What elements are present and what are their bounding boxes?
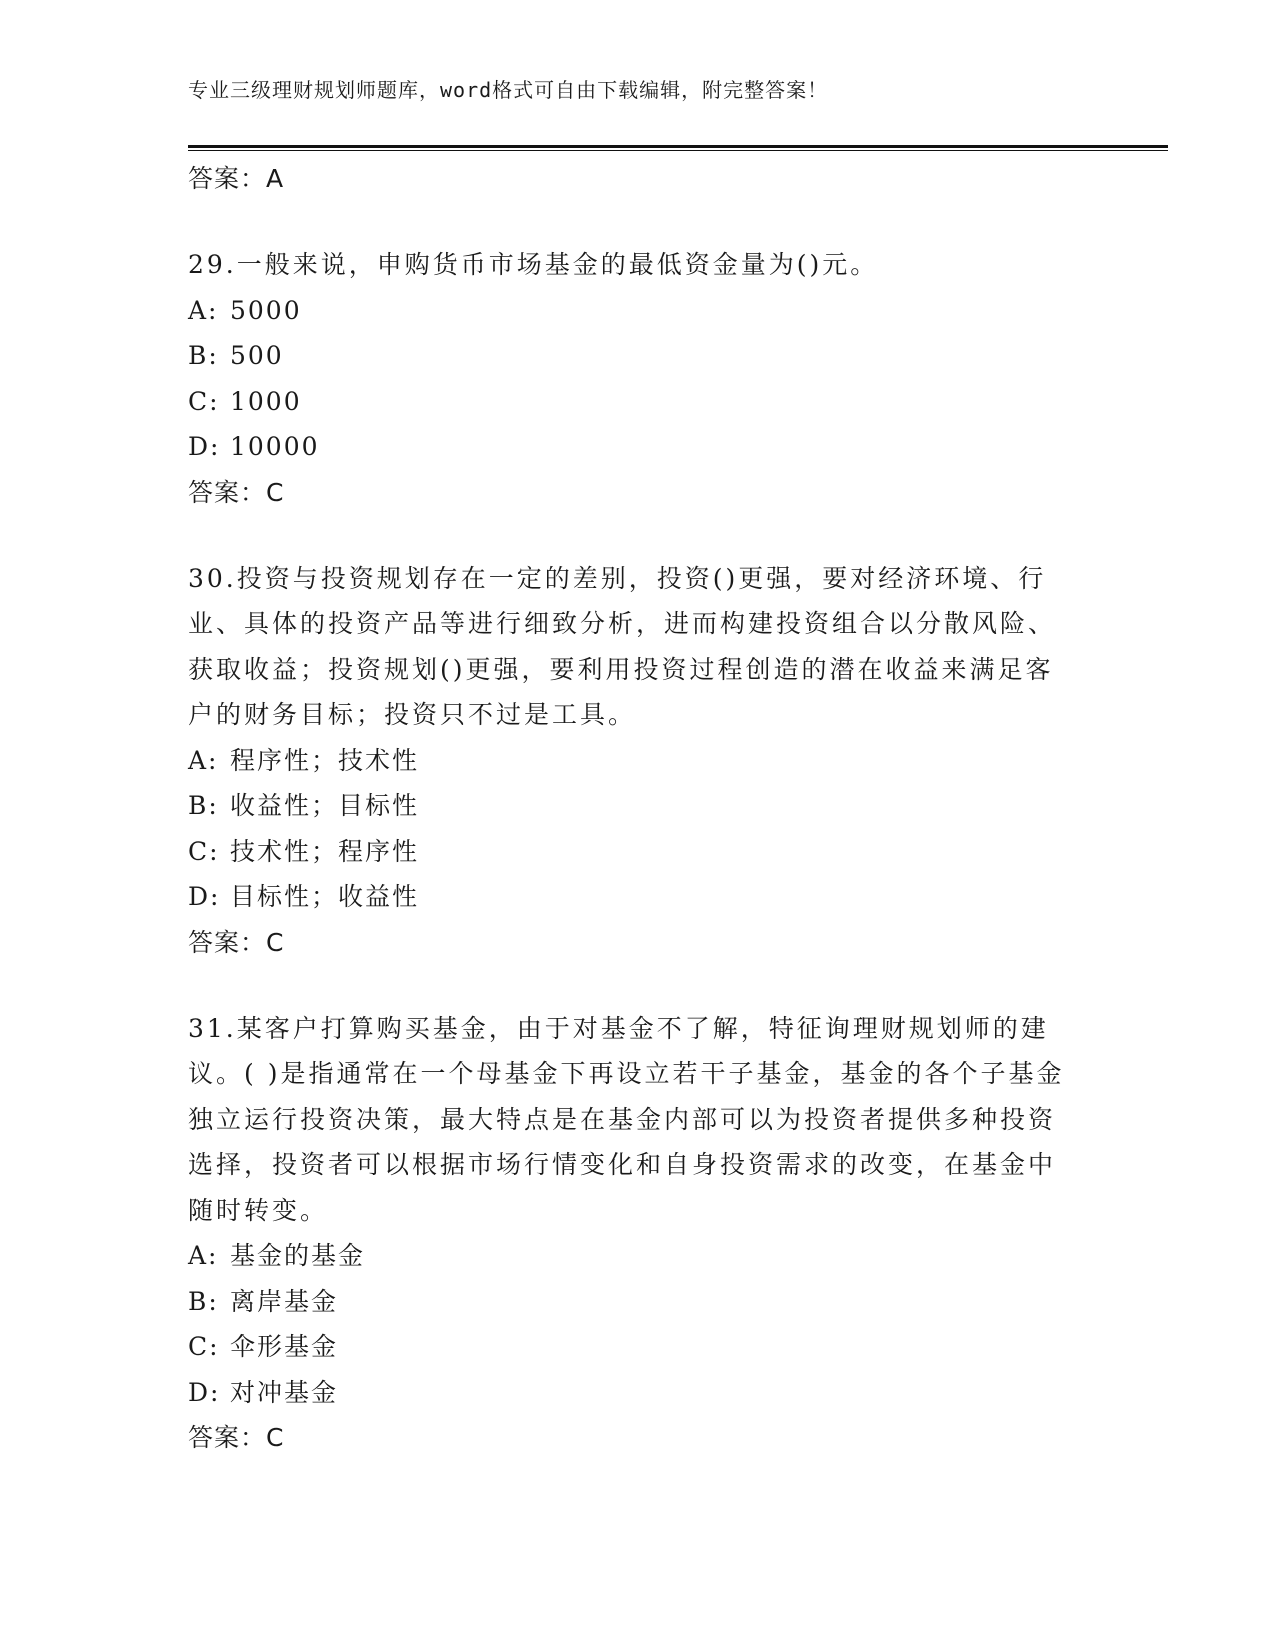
option-a	[188, 1233, 1078, 1279]
question-list	[188, 156, 1078, 1461]
option-text: 伞形基金	[230, 1332, 339, 1361]
option-key: D:	[188, 432, 221, 461]
option-key: C:	[188, 1332, 220, 1361]
question-answer: 答案：C	[188, 927, 285, 957]
option-text: 收益性；目标性	[230, 791, 420, 820]
option-key: B:	[188, 1286, 219, 1316]
option-c	[188, 1324, 1078, 1370]
option-text: 目标性；收益性	[230, 882, 420, 911]
option-key: A:	[188, 1241, 219, 1270]
option-text: 1000	[230, 386, 302, 416]
option-a	[188, 288, 1078, 334]
option-text: 5000	[230, 295, 302, 325]
option-key: D:	[188, 1377, 221, 1407]
option-b	[188, 333, 1078, 379]
option-text: 程序性；技术性	[230, 745, 420, 775]
option-text: 500	[230, 341, 284, 370]
option-text: 技术性；程序性	[230, 836, 420, 866]
question-answer: 答案：C	[188, 1423, 285, 1452]
option-text: 10000	[230, 432, 320, 461]
option-key: C:	[188, 386, 220, 416]
option-d	[188, 424, 1078, 470]
question-30	[188, 556, 1078, 966]
option-d	[188, 874, 1078, 920]
question-29	[188, 242, 1078, 516]
option-c	[188, 379, 1078, 425]
option-text: 离岸基金	[230, 1286, 339, 1316]
question-31	[188, 1006, 1078, 1462]
question-stem: 30.投资与投资规划存在一定的差别，投资()更强，要对经济环境、行业、具体的投资产品等进行细致分析，进而构建投资组合以分散风险、获取收益；投资规划()更强，要利用投资过程创造的潜在收益来满足客户的财务目标；投资只不过是工具。	[188, 563, 1057, 729]
option-text: 对冲基金	[230, 1377, 339, 1407]
option-c	[188, 829, 1078, 875]
header-rule-thin	[188, 150, 1168, 151]
option-key: A:	[188, 295, 219, 325]
option-key: C:	[188, 836, 220, 866]
previous-answer: 答案：A	[188, 164, 285, 193]
option-key: D:	[188, 882, 221, 911]
option-text: 基金的基金	[230, 1241, 366, 1270]
question-answer: 答案：C	[188, 477, 285, 507]
option-d	[188, 1370, 1078, 1416]
option-key: A:	[188, 745, 219, 775]
option-b	[188, 1279, 1078, 1325]
header-rule-thick	[188, 145, 1168, 148]
page-header: 专业三级理财规划师题库，word格式可自由下载编辑，附完整答案！	[188, 78, 829, 102]
option-a	[188, 738, 1078, 784]
question-stem: 31.某客户打算购买基金，由于对基金不了解，特征询理财规划师的建议。( )是指通常在一个母基金下再设立若干子基金，基金的各个子基金独立运行投资决策，最大特点是在基金内部可以为投资者提供多种投资选择，投资者可以根据市场行情变化和自身投资需求的改变，在基金中随时转变。	[188, 1013, 1065, 1225]
option-key: B:	[188, 791, 219, 820]
question-stem: 29.一般来说，申购货币市场基金的最低资金量为()元。	[188, 250, 879, 279]
option-key: B:	[188, 341, 219, 370]
option-b	[188, 783, 1078, 829]
